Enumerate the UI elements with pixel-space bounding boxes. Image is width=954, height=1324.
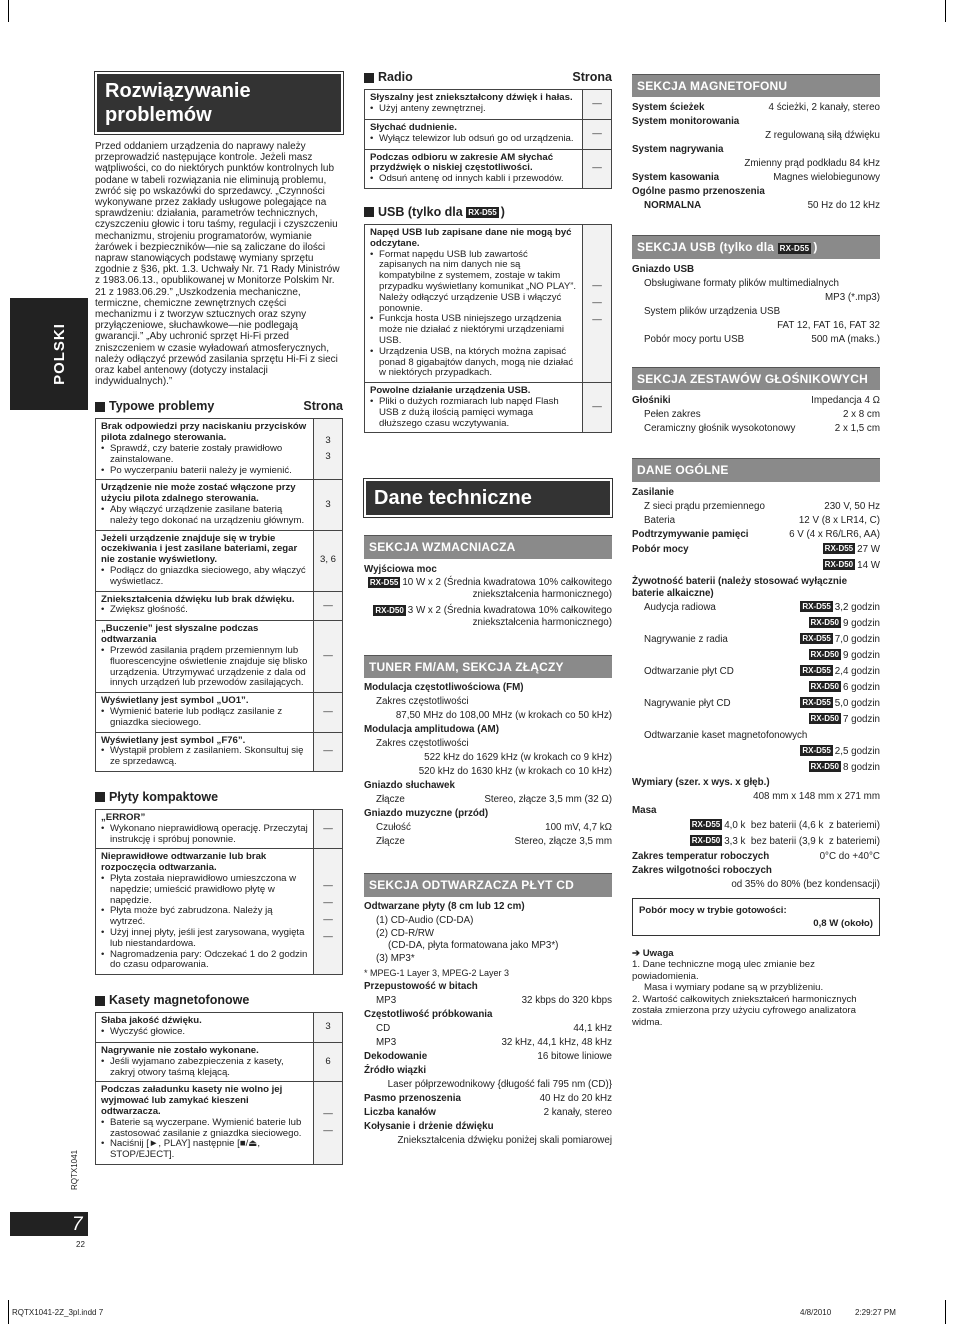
cd-disc-2b: (CD-DA, płyta formatowana jako MP3*)	[388, 939, 559, 951]
life-recr-d50: RX-D50 9 godzin	[810, 649, 880, 661]
ac-row: Z sieci prądu przemiennego 230 V, 50 Hz	[644, 500, 880, 512]
wow-value: Zniekształcenia dźwięku poniżej skali pomiarowej	[397, 1134, 612, 1146]
page-ref-cell	[314, 849, 343, 975]
language-side-tab	[10, 298, 88, 410]
channels-row: Liczba kanałów 2 kanały, stereo	[364, 1106, 612, 1118]
page-ref-cell	[583, 224, 612, 382]
mass-d50: RX-D50 3,3 k bez baterii (3,9 k z bateriemi)	[691, 835, 880, 847]
problem-cell	[365, 90, 583, 120]
page-number-block	[10, 1212, 88, 1236]
tapes-table	[95, 1012, 343, 1165]
general-section-title: DANE OGÓLNE	[632, 458, 880, 481]
cd-disc-3: (3) MP3*	[376, 952, 415, 964]
headphone-label: Gniazdo słuchawek	[364, 780, 455, 792]
page-ref-cell	[314, 1013, 343, 1043]
typical-label: Typowe problemy	[109, 399, 215, 414]
radio-label: Radio	[378, 70, 413, 84]
problem-title: Nagrywanie nie zostało wykonane.	[101, 1044, 259, 1056]
problem-cell	[96, 809, 314, 848]
model-badge: RX-D55	[824, 544, 854, 554]
usb-close: )	[500, 204, 505, 219]
tuner-section-title: TUNER FM/AM, SEKCJA ZŁĄCZY	[364, 655, 612, 678]
crop-mark	[8, 1300, 9, 1324]
page-ref: —	[323, 599, 333, 611]
problem-title: Podczas załadunku kasety nie wolno jej wyjmować lub zamykać kieszeni odtwarzacza.	[101, 1084, 283, 1117]
life-cd-d50: RX-D50 6 godzin	[810, 681, 880, 693]
page-ref-cell	[314, 530, 343, 591]
footer-date: 4/8/2010	[800, 1308, 832, 1317]
page-ref: 6	[325, 1055, 331, 1067]
problem-title: „Buczenie” jest słyszalne podczas odtwarzania	[101, 623, 259, 646]
recording-label: System nagrywania	[632, 144, 724, 156]
usb-formats: MP3 (*.mp3)	[825, 291, 880, 303]
problem-title: „ERROR”	[101, 811, 146, 823]
problem-cell	[96, 419, 314, 480]
normal-row: NORMALNA 50 Hz do 12 kHz	[644, 200, 880, 212]
page-ref-cell	[314, 1082, 343, 1165]
problem-cell	[96, 693, 314, 732]
problem-title: Wyświetlany jest symbol „F76”.	[101, 734, 246, 746]
table-row	[96, 1042, 343, 1081]
page-ref: —	[592, 162, 602, 174]
page-ref: —	[323, 706, 333, 717]
problem-cell	[365, 383, 583, 433]
page-ref: —	[323, 1125, 333, 1137]
dimensions-label: Wymiary (szer. x wys. x głęb.)	[632, 776, 770, 788]
solution-item: • Sprawdź, czy baterie zostały prawidłowo zainstalowane.	[101, 444, 308, 466]
page-ref: —	[323, 650, 333, 662]
typical-table	[95, 418, 343, 772]
page-small: 22	[76, 1240, 85, 1249]
solution-item: • Użyj anteny zewnętrznej.	[370, 104, 577, 115]
standby-box	[632, 898, 880, 936]
speakers-section-title: SEKCJA ZESTAWÓW GŁOŚNIKOWYCH	[632, 367, 880, 390]
fullrange-row: Pełen zakres 2 x 8 cm	[644, 409, 880, 421]
sampling-label: Częstotliwość próbkowania	[364, 1008, 493, 1020]
side-code: RQTX1041	[70, 1149, 79, 1190]
power-label: Zasilanie	[632, 486, 674, 498]
crop-mark	[8, 0, 9, 22]
page-ref: 3, 6	[319, 554, 336, 566]
table-row	[96, 591, 343, 621]
bitrate-label: Przepustowość w bitach	[364, 980, 478, 992]
problem-title: Podczas odbioru w zakresie AM słychać przydźwięk o niskiej częstotliwości.	[370, 151, 554, 174]
discs-header	[95, 790, 343, 805]
usb-fs: FAT 12, FAT 16, FAT 32	[777, 319, 880, 331]
table-row	[96, 621, 343, 693]
life-radio-d55: Audycja radiowa RX-D55 3,2 godzin	[644, 601, 880, 613]
table-row	[96, 1013, 343, 1043]
cd-disc-2: (2) CD-R/RW	[376, 927, 435, 939]
problem-cell	[365, 224, 583, 382]
note-2: 2. Wartość całkowitych zniekształceń harmonicznych została zmierzona przy użyciu cyfrowego analizatora widma.	[632, 993, 857, 1028]
solution-item: • Aby włączyć urządzenie zasilane baterią należy tego dokonać na urządzeniu głównym.	[101, 505, 308, 527]
table-row	[96, 809, 343, 848]
page-ref-cell	[314, 591, 343, 621]
amp-d50	[364, 605, 612, 629]
life-recr-d55: Nagrywanie z radia RX-D55 7,0 godzin	[644, 633, 880, 645]
discs-label: Płyty kompaktowe	[109, 789, 219, 804]
solution-item: • Po wyczerpaniu baterii należy je wymienić.	[101, 466, 308, 477]
recording-value: Zmienny prąd podkładu 84 kHz	[744, 158, 880, 170]
table-row	[365, 224, 612, 382]
tracks-row: System ścieżek 4 ścieżki, 2 kanały, stereo	[632, 102, 880, 114]
page-ref: —	[592, 297, 602, 309]
problem-title: Zniekształcenia dźwięku lub brak dźwięku.	[101, 593, 295, 605]
usb-fs-label: System plików urządzenia USB	[644, 305, 781, 317]
page-ref: —	[323, 822, 333, 834]
solution-item: • Wyczyść głowice.	[101, 1027, 308, 1038]
table-row	[96, 849, 343, 975]
problem-title: Brak odpowiedzi przy naciskaniu przycisków pilota zdalnego sterowania.	[101, 421, 307, 444]
cd-discs-label: Odtwarzane płyty (8 cm lub 12 cm)	[364, 900, 525, 912]
tapes-label: Kasety magnetofonowe	[109, 993, 250, 1008]
life-tape-d50: RX-D50 8 godzin	[810, 761, 880, 773]
freq-response-label: Ogólne pasmo przenoszenia	[632, 186, 765, 198]
solution-item: • Nagromadzenia pary: Odczekać 1 do 2 godzin do czasu odparowania.	[101, 950, 308, 972]
wow-label: Kołysanie i drżenie dźwięku	[364, 1120, 494, 1132]
table-row	[365, 383, 612, 433]
usb-table	[364, 224, 612, 433]
standby-value: 0,8 W (około)	[813, 917, 873, 929]
sampling-cd-row: CD 44,1 kHz	[376, 1022, 612, 1034]
model-badge: RX-D55	[369, 577, 399, 587]
temp-row: Zakres temperatur roboczych 0°C do +40°C	[632, 850, 880, 862]
humidity: od 35% do 80% (bez kondensacji)	[731, 878, 880, 890]
column-1	[95, 72, 343, 1165]
life-reccd-d55: Nagrywanie płyt CD RX-D55 5,0 godzin	[644, 697, 880, 709]
solution-item: • Wystąpił problem z zasilaniem. Skonsultuj się ze sprzedawcą.	[101, 746, 308, 768]
table-row	[365, 119, 612, 149]
fm-label: Modulacja częstotliwościowa (FM)	[364, 682, 524, 694]
table-row	[365, 90, 612, 120]
page-ref: 3	[325, 434, 331, 446]
problem-cell	[96, 732, 314, 771]
footer-file: RQTX1041-2Z_3pl.indd 7	[12, 1308, 104, 1317]
usb-power-row: Pobór mocy portu USB 500 mA (maks.)	[644, 333, 880, 345]
am-range-label: Zakres częstotliwości	[376, 738, 469, 750]
humidity-label: Zakres wilgotności roboczych	[632, 864, 772, 876]
problem-cell	[96, 1082, 314, 1165]
page-ref: —	[592, 280, 602, 292]
problem-cell	[365, 119, 583, 149]
spec-title: Dane techniczne	[364, 479, 612, 517]
tapes-header	[95, 993, 343, 1008]
troubleshooting-title: Rozwiązywanie problemów	[95, 72, 343, 134]
solution-item: • Odsuń antenę od innych kabli i przewodów.	[370, 174, 577, 185]
fm-range: 87,50 MHz do 108,00 MHz (w krokach co 50 kHz)	[395, 710, 612, 722]
memory-row: Podtrzymywanie pamięci 6 V (4 x R6/LR6, AA)	[632, 528, 880, 540]
page-ref-cell	[583, 90, 612, 120]
page-ref: —	[592, 313, 602, 325]
column-3	[632, 60, 880, 1028]
solution-item: • Jeśli wyjamano zabezpieczenia z kasety, zakryj otwory taśmą klejącą.	[101, 1057, 308, 1079]
page-col-label: Strona	[303, 399, 343, 414]
tape-section-title: SEKCJA MAGNETOFONU	[632, 74, 880, 97]
solution-item: • Funkcja hosta USB niniejszego urządzenia może nie działać z niektórymi urządzeniami USB.	[370, 314, 577, 346]
model-badge: RX-D50	[824, 560, 854, 570]
usb-port-label: Gniazdo USB	[632, 263, 695, 275]
problem-title: Słyszalny jest zniekształcony dźwięk i hałas.	[370, 92, 573, 103]
decoding-row: Dekodowanie 16 bitowe liniowe	[364, 1050, 612, 1062]
cd-section-title: SEKCJA ODTWARZACZA PŁYT CD	[364, 873, 612, 896]
cd-disc-1: (1) CD-Audio (CD-DA)	[376, 914, 474, 926]
am-range-1: 522 kHz do 1629 kHz (w krokach co 9 kHz)	[424, 752, 612, 764]
typical-header	[95, 399, 343, 414]
page-ref-cell	[583, 119, 612, 149]
problem-title: Powolne działanie urządzenia USB.	[370, 385, 531, 397]
dimensions: 408 mm x 148 mm x 271 mm	[753, 790, 880, 802]
page-number: 7	[72, 1214, 83, 1235]
page-ref: —	[592, 401, 602, 413]
beam-source: Laser półprzewodnikowy {długość fali 795 nm (CD)}	[387, 1078, 612, 1090]
model-badge: RX-D50	[375, 605, 404, 615]
problem-title: Słychać dudnienie.	[370, 121, 457, 133]
beam-source-label: Źródło wiązki	[364, 1064, 427, 1076]
life-tape-d55: RX-D55 2,5 godzin	[802, 745, 880, 757]
cd-note: * MPEG-1 Layer 3, MPEG-2 Layer 3	[364, 967, 510, 978]
bandwidth-row: Pasmo przenoszenia 40 Hz do 20 kHz	[364, 1092, 612, 1104]
problem-title: Jeżeli urządzenie znajduje się w trybie oczekiwania i jest zasilane bateriami, zegar nie zostanie wyświetlony.	[101, 532, 298, 566]
page-ref: —	[323, 880, 333, 892]
standby-label: Pobór mocy w trybie gotowości:	[639, 904, 787, 916]
note-1: 1. Dane techniczne mogą ulec zmianie bez powiadomienia.	[632, 959, 815, 982]
problem-cell	[96, 1042, 314, 1081]
am-range-2: 520 kHz do 1630 kHz (w krokach co 10 kHz)	[418, 766, 612, 778]
life-radio-d50: RX-D50 9 godzin	[810, 617, 880, 629]
page-ref-cell	[314, 809, 343, 848]
music-port-label: Gniazdo muzyczne (przód)	[364, 808, 489, 820]
problem-title: Słaba jakość dźwięku.	[101, 1015, 202, 1027]
battery-life-label: Żywotność baterii (należy stosować wyłącznie baterie alkaiczne)	[632, 575, 848, 599]
solution-item: • Użyj innej płyty, jeśli jest zarysowana, wygięta lub niestandardowa.	[101, 928, 308, 950]
page-ref: 3	[325, 1021, 331, 1033]
amp-d55-text: 10 W x 2 (Średnia kwadratowa 10% całkowitego zniekształcenia harmonicznego)	[402, 576, 612, 600]
radio-table	[364, 89, 612, 189]
consumption-row-d55: Pobór mocy RX-D55 27 W	[632, 543, 880, 555]
crop-mark	[945, 0, 946, 22]
headphone-row: Złącze Stereo, złącze 3,5 mm (32 Ω)	[376, 794, 612, 806]
solution-item: • Płyta może być zabrudzona. Należy ją wytrzeć.	[101, 906, 308, 928]
page-ref: —	[323, 1108, 333, 1120]
problem-title: Urządzenie nie może zostać włączone przy użyciu pilota zdalnego sterowania.	[101, 482, 296, 505]
erase-row: System kasowania Magnes wielobiegunowy	[632, 172, 880, 184]
speakers-row: Głośniki Impedancja 4 Ω	[632, 395, 880, 407]
fm-range-label: Zakres częstotliwości	[376, 696, 469, 708]
solution-item: • Urządzenia USB, na których można zapisać ponad 8 gigabajtów danych, mogą nie działać w niektórych przypadkach.	[370, 347, 577, 379]
table-row	[96, 732, 343, 771]
problem-cell	[96, 1013, 314, 1043]
page-ref: —	[323, 745, 333, 757]
notes	[632, 948, 880, 1029]
discs-table	[95, 809, 343, 975]
bitrate-row: MP3 32 kbps do 320 kbps	[376, 994, 612, 1006]
problem-title: Napęd USB lub zapisane dane nie mogą być odczytane.	[370, 226, 572, 249]
tweeter-row: Ceramiczny głośnik wysokotonowy 2 x 1,5 cm	[644, 423, 880, 435]
problem-cell	[365, 149, 583, 188]
life-reccd-d50: RX-D50 7 godzin	[810, 713, 880, 725]
language-label: POLSKI	[51, 323, 68, 385]
table-row	[96, 693, 343, 732]
usb-section-title: SEKCJA USB (tylko dla RX-D55 )	[632, 235, 880, 258]
solution-item: • Baterie są wyczerpane. Wymienić baterie lub zastosować zasilanie z gniazdka sieciowego.	[101, 1118, 308, 1140]
radio-header	[364, 70, 612, 85]
music-port-row: Złącze Stereo, złącze 3,5 mm	[376, 836, 612, 848]
page-ref-cell	[583, 149, 612, 188]
usb-header	[364, 205, 612, 220]
page-ref: —	[592, 98, 602, 109]
sampling-mp3-row: MP3 32 kHz, 44,1 kHz, 48 kHz	[376, 1036, 612, 1048]
page-ref: 3	[325, 498, 331, 510]
sensitivity-row: Czułość 100 mV, 4,7 kΩ	[376, 822, 612, 834]
amp-label: Wyjściowa moc	[364, 563, 437, 575]
problem-cell	[96, 621, 314, 693]
life-tape-label: Odtwarzanie kaset magnetofonowych	[644, 729, 808, 741]
amp-d55	[364, 577, 612, 601]
life-cd-d55: Odtwarzanie płyt CD RX-D55 2,4 godzin	[644, 665, 880, 677]
footer-time: 2:29:27 PM	[855, 1308, 896, 1317]
page-ref-cell	[314, 419, 343, 480]
am-label: Modulacja amplitudowa (AM)	[364, 724, 499, 736]
problem-cell	[96, 849, 314, 975]
page-ref: —	[323, 913, 333, 925]
page-col-label: Strona	[572, 70, 612, 84]
amp-section-title: SEKCJA WZMACNIACZA	[364, 535, 612, 558]
solution-item: • Płyta została nieprawidłowo umieszczona w napędzie; umieścić prawidłowo płytę w napędzie.	[101, 874, 308, 906]
notes-title: ➔ Uwaga	[632, 947, 674, 959]
problem-cell	[96, 591, 314, 621]
solution-item: • Podłącz do gniazdka sieciowego, aby włączyć wyświetlacz.	[101, 566, 308, 588]
problem-title: Nieprawidłowe odtwarzanie lub brak rozpoczęcia odtwarzania.	[101, 851, 267, 874]
usb-formats-label: Obsługiwane formaty plików multimedialnych	[644, 277, 839, 289]
solution-item: • Wykonano nieprawidłową operację. Przeczytaj instrukcję i spróbuj ponownie.	[101, 824, 308, 846]
page-ref: —	[323, 930, 333, 942]
table-row	[96, 419, 343, 480]
amp-d50-text: 3 W x 2 (Średnia kwadratowa 10% całkowitego zniekształcenia harmonicznego)	[407, 604, 612, 628]
page-ref: —	[592, 127, 602, 139]
problem-title: Wyświetlany jest symbol „UO1”.	[101, 695, 249, 707]
solution-item: • Naciśnij [►, PLAY] następnie [■/⏏, STOP/EJECT].	[101, 1139, 308, 1161]
page-ref-cell	[314, 732, 343, 771]
solution-item: • Przewód zasilania prądem przemiennym lub fluorescencyjne oświetlenie znajduje się blisko urządzenia. Utrzymywać urządzenie z dala od innych urządzeń lub przewodów zasilających.	[101, 646, 308, 689]
usb-label: USB (tylko dla	[378, 204, 463, 219]
table-row	[365, 149, 612, 188]
table-row	[96, 480, 343, 530]
solution-item: • Pliki o dużych rozmiarach lub napęd Flash USB z dużą ilością pamięci wymaga dłuższego czasu wczytywania.	[370, 397, 577, 429]
troubleshooting-intro: Przed oddaniem urządzenia do naprawy należy przeprowadzić następujące kontrole. Jeżeli masz wątpliwości, co do niektórych punktów kontrolnych lub podane w tabeli rozwiązania nie eliminują problemu, zwróć się po wskazówki do sprzedawcy. „Czynności wykonywane przez zakłady usługowe polegające na sprawdzeniu: działania, parametrów technicznych, czyszczeniu głowic i toru taśmy, regulacji i czyszczeniu mechanizmu, strojeniu programatorów, wymianie żarówek i bezpieczników—nie są zaliczane do ilości napraw stanowiących podstawę wymiany sprzętu zgodnie z §36, pkt. 1.3. Uchwały Nr. 71 Rady Ministrów z 1983.06.13., opublikowanej w Monitorze Polskim Nr. 21 z 1983.06.29.” „Uszkodzenia mechaniczne, termiczne, chemiczne zewnętrznych części mechanizmu i z tworzyw sztucznych oraz szyny przyłączeniowe, słuchawkowe—nie podlegają gwarancji.” „Aby uchronić sprzęt Hi-Fi przed zniszczeniem w czasie wyładowań atmosferycznych, należy odłączyć przewód zasilania sprzętu Hi-Fi z sieci oraz kabel antenowy (dotyczy instalacji indywidualnych).”	[95, 141, 340, 388]
note-1b: Masa i wymiary podane są w przybliżeniu.	[644, 982, 824, 994]
problem-cell	[96, 480, 314, 530]
page-ref-cell	[583, 383, 612, 433]
page-ref-cell	[314, 621, 343, 693]
monitoring-label: System monitorowania	[632, 116, 740, 128]
page-ref: 3	[325, 451, 331, 463]
model-badge: RX-D55	[468, 207, 497, 217]
solution-item: • Wyłącz telewizor lub odsuń go od urządzenia.	[370, 134, 577, 145]
page-ref-cell	[314, 693, 343, 732]
battery-row: Bateria 12 V (8 x LR14, C)	[644, 514, 880, 526]
column-2	[364, 70, 612, 1148]
solution-item: • Zwiększ głośność.	[101, 605, 308, 616]
page-ref-cell	[314, 1042, 343, 1081]
mass-label: Masa	[632, 804, 657, 816]
solution-item: • Wymienić baterie lub podłącz zasilanie z gniazdka sieciowego.	[101, 707, 308, 729]
page-ref-cell	[314, 480, 343, 530]
table-row	[96, 1082, 343, 1165]
consumption-row-d50: RX-D50 14 W	[824, 559, 880, 571]
crop-mark	[945, 1300, 946, 1324]
note-icon: ➔	[632, 947, 641, 959]
solution-item: • Format napędu USB lub zawartość zapisanych na nim danych nie są kompatybilne z systemem, zostaje w takim przypadku wyświetlany komunikat „NO PLAY”. Należy odłączyć urządzenie USB i włączyć ponownie.	[370, 250, 577, 315]
table-row	[96, 530, 343, 591]
problem-cell	[96, 530, 314, 591]
monitoring-value: Z regulowaną siłą dźwięku	[765, 130, 880, 142]
model-badge: RX-D55	[779, 243, 810, 253]
mass-d55: RX-D55 4,0 k bez baterii (4,6 k z bateriemi)	[691, 819, 880, 831]
page-ref: —	[323, 896, 333, 908]
